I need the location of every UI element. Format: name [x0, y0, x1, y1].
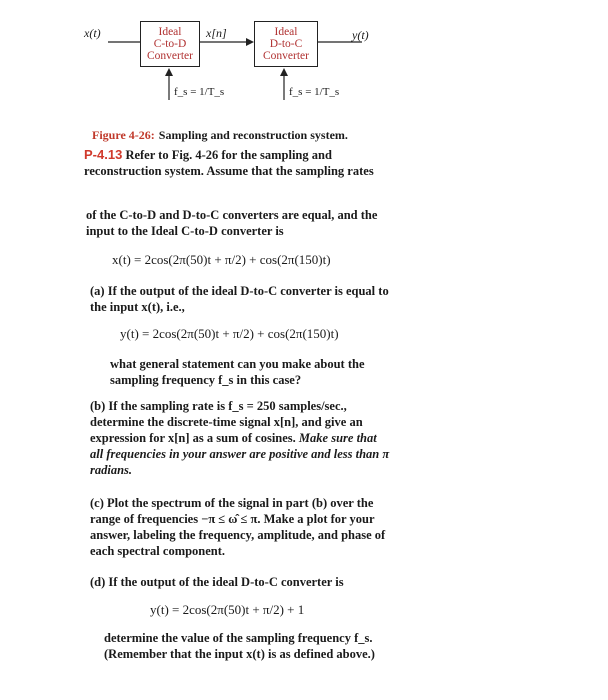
mid-arrowhead — [246, 38, 254, 46]
c-to-d-converter-box — [140, 21, 200, 67]
d-to-c-converter-box — [254, 21, 318, 67]
box1-line3: Converter — [147, 50, 193, 62]
part-a-text2: what general statement can you make about the sampling frequency f_s in this case? — [110, 357, 365, 387]
part-c — [90, 495, 392, 559]
input-label: x(t) — [84, 26, 101, 40]
part-b-text1: If the sampling rate is f_s = 250 samples/sec., determine the discrete-time signal x[n], and give an expression for x[n] as a sum of cosines. — [90, 399, 363, 445]
problem-continuation: of the C-to-D and D-to-C converters are equal, and the input to the Ideal C-to-D converter is — [86, 208, 378, 238]
equation-a: y(t) = 2cos(2π(50)t + π/2) + cos(2π(150)t) — [120, 326, 339, 341]
part-b-text2: Make sure that all frequencies in your answer are positive and less than π radians. — [90, 431, 390, 477]
problem-intro — [84, 147, 392, 179]
part-d-text1: If the output of the ideal D-to-C converter is — [108, 575, 344, 589]
part-d-label: (d) — [90, 575, 106, 589]
equation-x: x(t) = 2cos(2π(50)t + π/2) + cos(2π(150)t) — [112, 252, 331, 267]
part-a-text1: If the output of the ideal D-to-C converter is equal to the input x(t), i.e., — [90, 284, 389, 314]
equation-d: y(t) = 2cos(2π(50)t + π/2) + 1 — [150, 602, 305, 617]
box1-line2: C-to-D — [153, 38, 187, 50]
figure-caption-text: Sampling and reconstruction system. — [158, 128, 348, 142]
fs2-arrowhead — [280, 68, 288, 76]
part-b — [90, 398, 392, 478]
part-d — [90, 574, 392, 590]
box2-line1: Ideal — [274, 26, 298, 38]
problem-intro-text: Refer to Fig. 4-26 for the sampling and reconstruction system. Assume that the sampling rates — [84, 148, 374, 178]
box1-line1: Ideal — [158, 26, 182, 38]
figure-number: Figure 4-26: — [92, 128, 155, 142]
figure-caption — [92, 126, 348, 144]
fs1-arrowhead — [165, 68, 173, 76]
part-a — [90, 283, 392, 315]
problem-number: P-4.13 — [84, 147, 123, 162]
mid-label: x[n] — [206, 26, 227, 40]
fs2-label: f_s = 1/T_s — [289, 86, 340, 98]
part-c-label: (c) — [90, 496, 104, 510]
output-label: y(t) — [352, 28, 369, 42]
part-b-label: (b) — [90, 399, 106, 413]
part-d-text2: determine the value of the sampling frequency f_s. (Remember that the input x(t) is as defined above.) — [104, 631, 375, 661]
box2-line2: D-to-C — [269, 38, 303, 50]
part-a-label: (a) — [90, 284, 105, 298]
part-c-text: Plot the spectrum of the signal in part (b) over the range of frequencies −π ≤ ω̂ ≤ π. Make a plot for your answer, labeling the frequency, amplitude, and phase of each spectral component. — [90, 496, 386, 558]
fs1-label: f_s = 1/T_s — [174, 86, 225, 98]
box2-line3: Converter — [263, 50, 309, 62]
